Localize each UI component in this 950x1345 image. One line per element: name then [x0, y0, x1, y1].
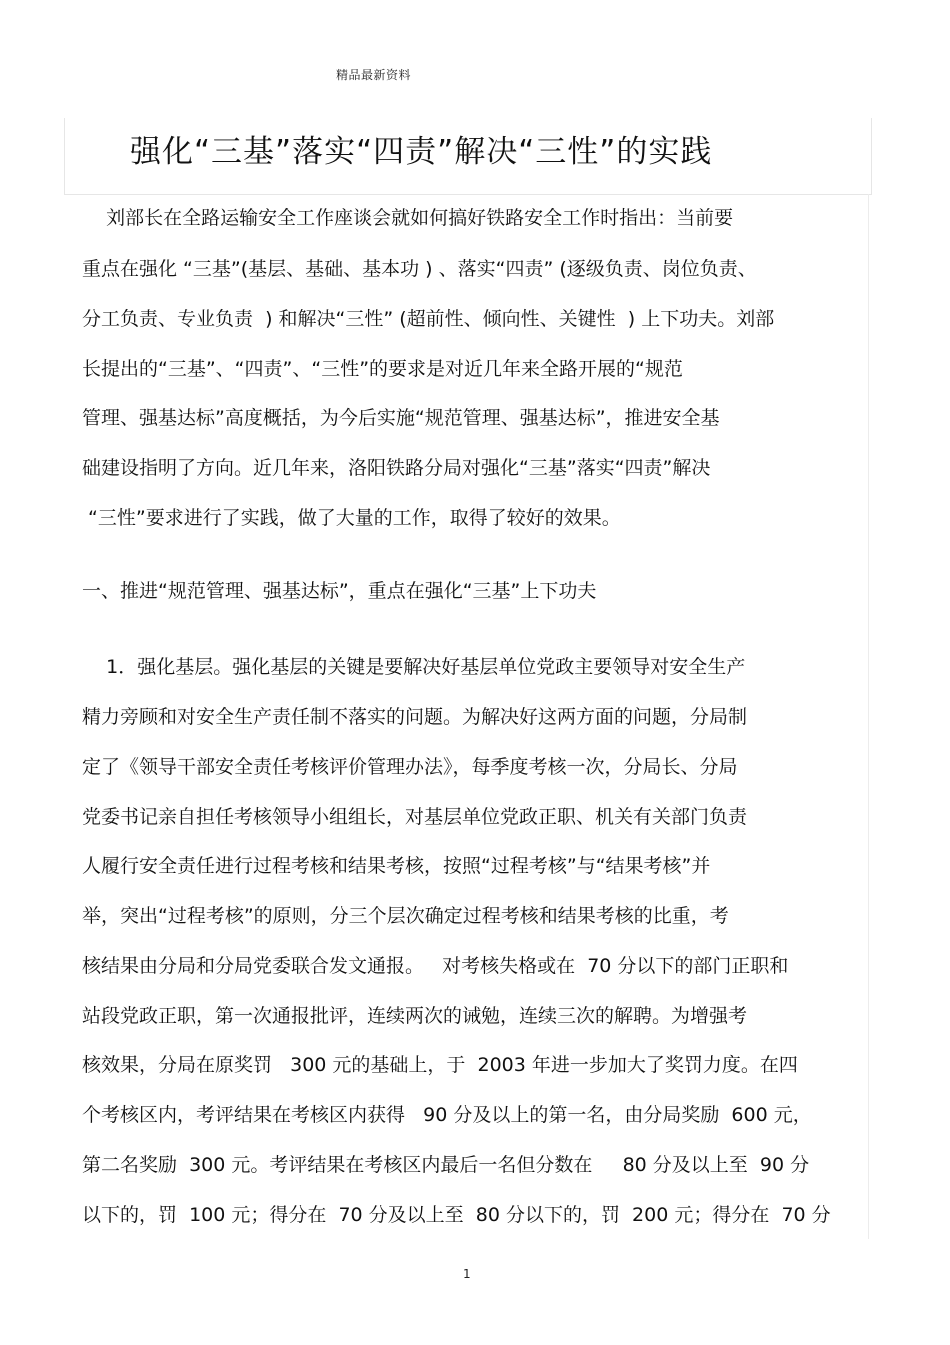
paragraph-line: 础建设指明了方向。近几年来，洛阳铁路分局对强化“三基”落实“四责”解决 [82, 457, 711, 479]
paragraph-line: 管理、强基达标”高度概括，为今后实施“规范管理、强基达标”，推进安全基 [82, 407, 720, 429]
paragraph-line: 举，突出“过程考核”的原则，分三个层次确定过程考核和结果考核的比重，考 [82, 905, 729, 927]
paragraph-line: 以下的，罚 100 元；得分在 70 分及以上至 80 分以下的，罚 200 元；得分在 70 分 [82, 1204, 831, 1226]
paragraph-line: 1．强化基层。强化基层的关键是要解决好基层单位党政主要领导对安全生产 [82, 656, 746, 678]
paragraph-line: 分工负责、专业负责 ) 和解决“三性” (超前性、倾向性、关键性 ) 上下功夫。刘部 [82, 308, 775, 330]
paragraph-line: 精力旁顾和对安全生产责任制不落实的问题。为解决好这两方面的问题，分局制 [82, 706, 748, 728]
page-number: 1 [463, 1267, 471, 1281]
section-heading: 一、推进“规范管理、强基达标”，重点在强化“三基”上下功夫 [82, 580, 597, 602]
paragraph-line: 长提出的“三基”、“四责”、“三性”的要求是对近几年来全路开展的“规范 [82, 358, 683, 380]
paragraph-line: 第二名奖励 300 元。考评结果在考核区内最后一名但分数在 80 分及以上至 90 分 [82, 1154, 810, 1176]
paragraph-line: 个考核区内，考评结果在考核区内获得 90 分及以上的第一名，由分局奖励 600 元， [82, 1104, 812, 1126]
right-margin-rule [868, 194, 869, 1239]
paragraph-line: 定了《领导干部安全责任考核评价管理办法》，每季度考核一次，分局长、分局 [82, 756, 738, 778]
document-title: 强化“三基”落实“四责”解决“三性”的实践 [130, 134, 713, 170]
paragraph-line: 党委书记亲自担任考核领导小组组长，对基层单位党政正职、机关有关部门负责 [82, 806, 748, 828]
paragraph-line: 重点在强化 “三基”(基层、基础、基本功 ) 、落实“四责” (逐级负责、岗位负责、 [82, 258, 757, 280]
paragraph-line: 核效果，分局在原奖罚 300 元的基础上，于 2003 年进一步加大了奖罚力度。在四 [82, 1054, 798, 1076]
paragraph-line: “三性”要求进行了实践，做了大量的工作，取得了较好的效果。 [82, 507, 621, 529]
paragraph-line: 核结果由分局和分局党委联合发文通报。 对考核失格或在 70 分以下的部门正职和 [82, 955, 789, 977]
header-note: 精品最新资料 [336, 68, 412, 82]
paragraph-line: 刘部长在全路运输安全工作座谈会就如何搞好铁路安全工作时指出：当前要 [82, 207, 734, 229]
paragraph-line: 站段党政正职，第一次通报批评，连续两次的诫勉，连续三次的解聘。为增强考 [82, 1005, 748, 1027]
paragraph-line: 人履行安全责任进行过程考核和结果考核，按照“过程考核”与“结果考核”并 [82, 855, 711, 877]
